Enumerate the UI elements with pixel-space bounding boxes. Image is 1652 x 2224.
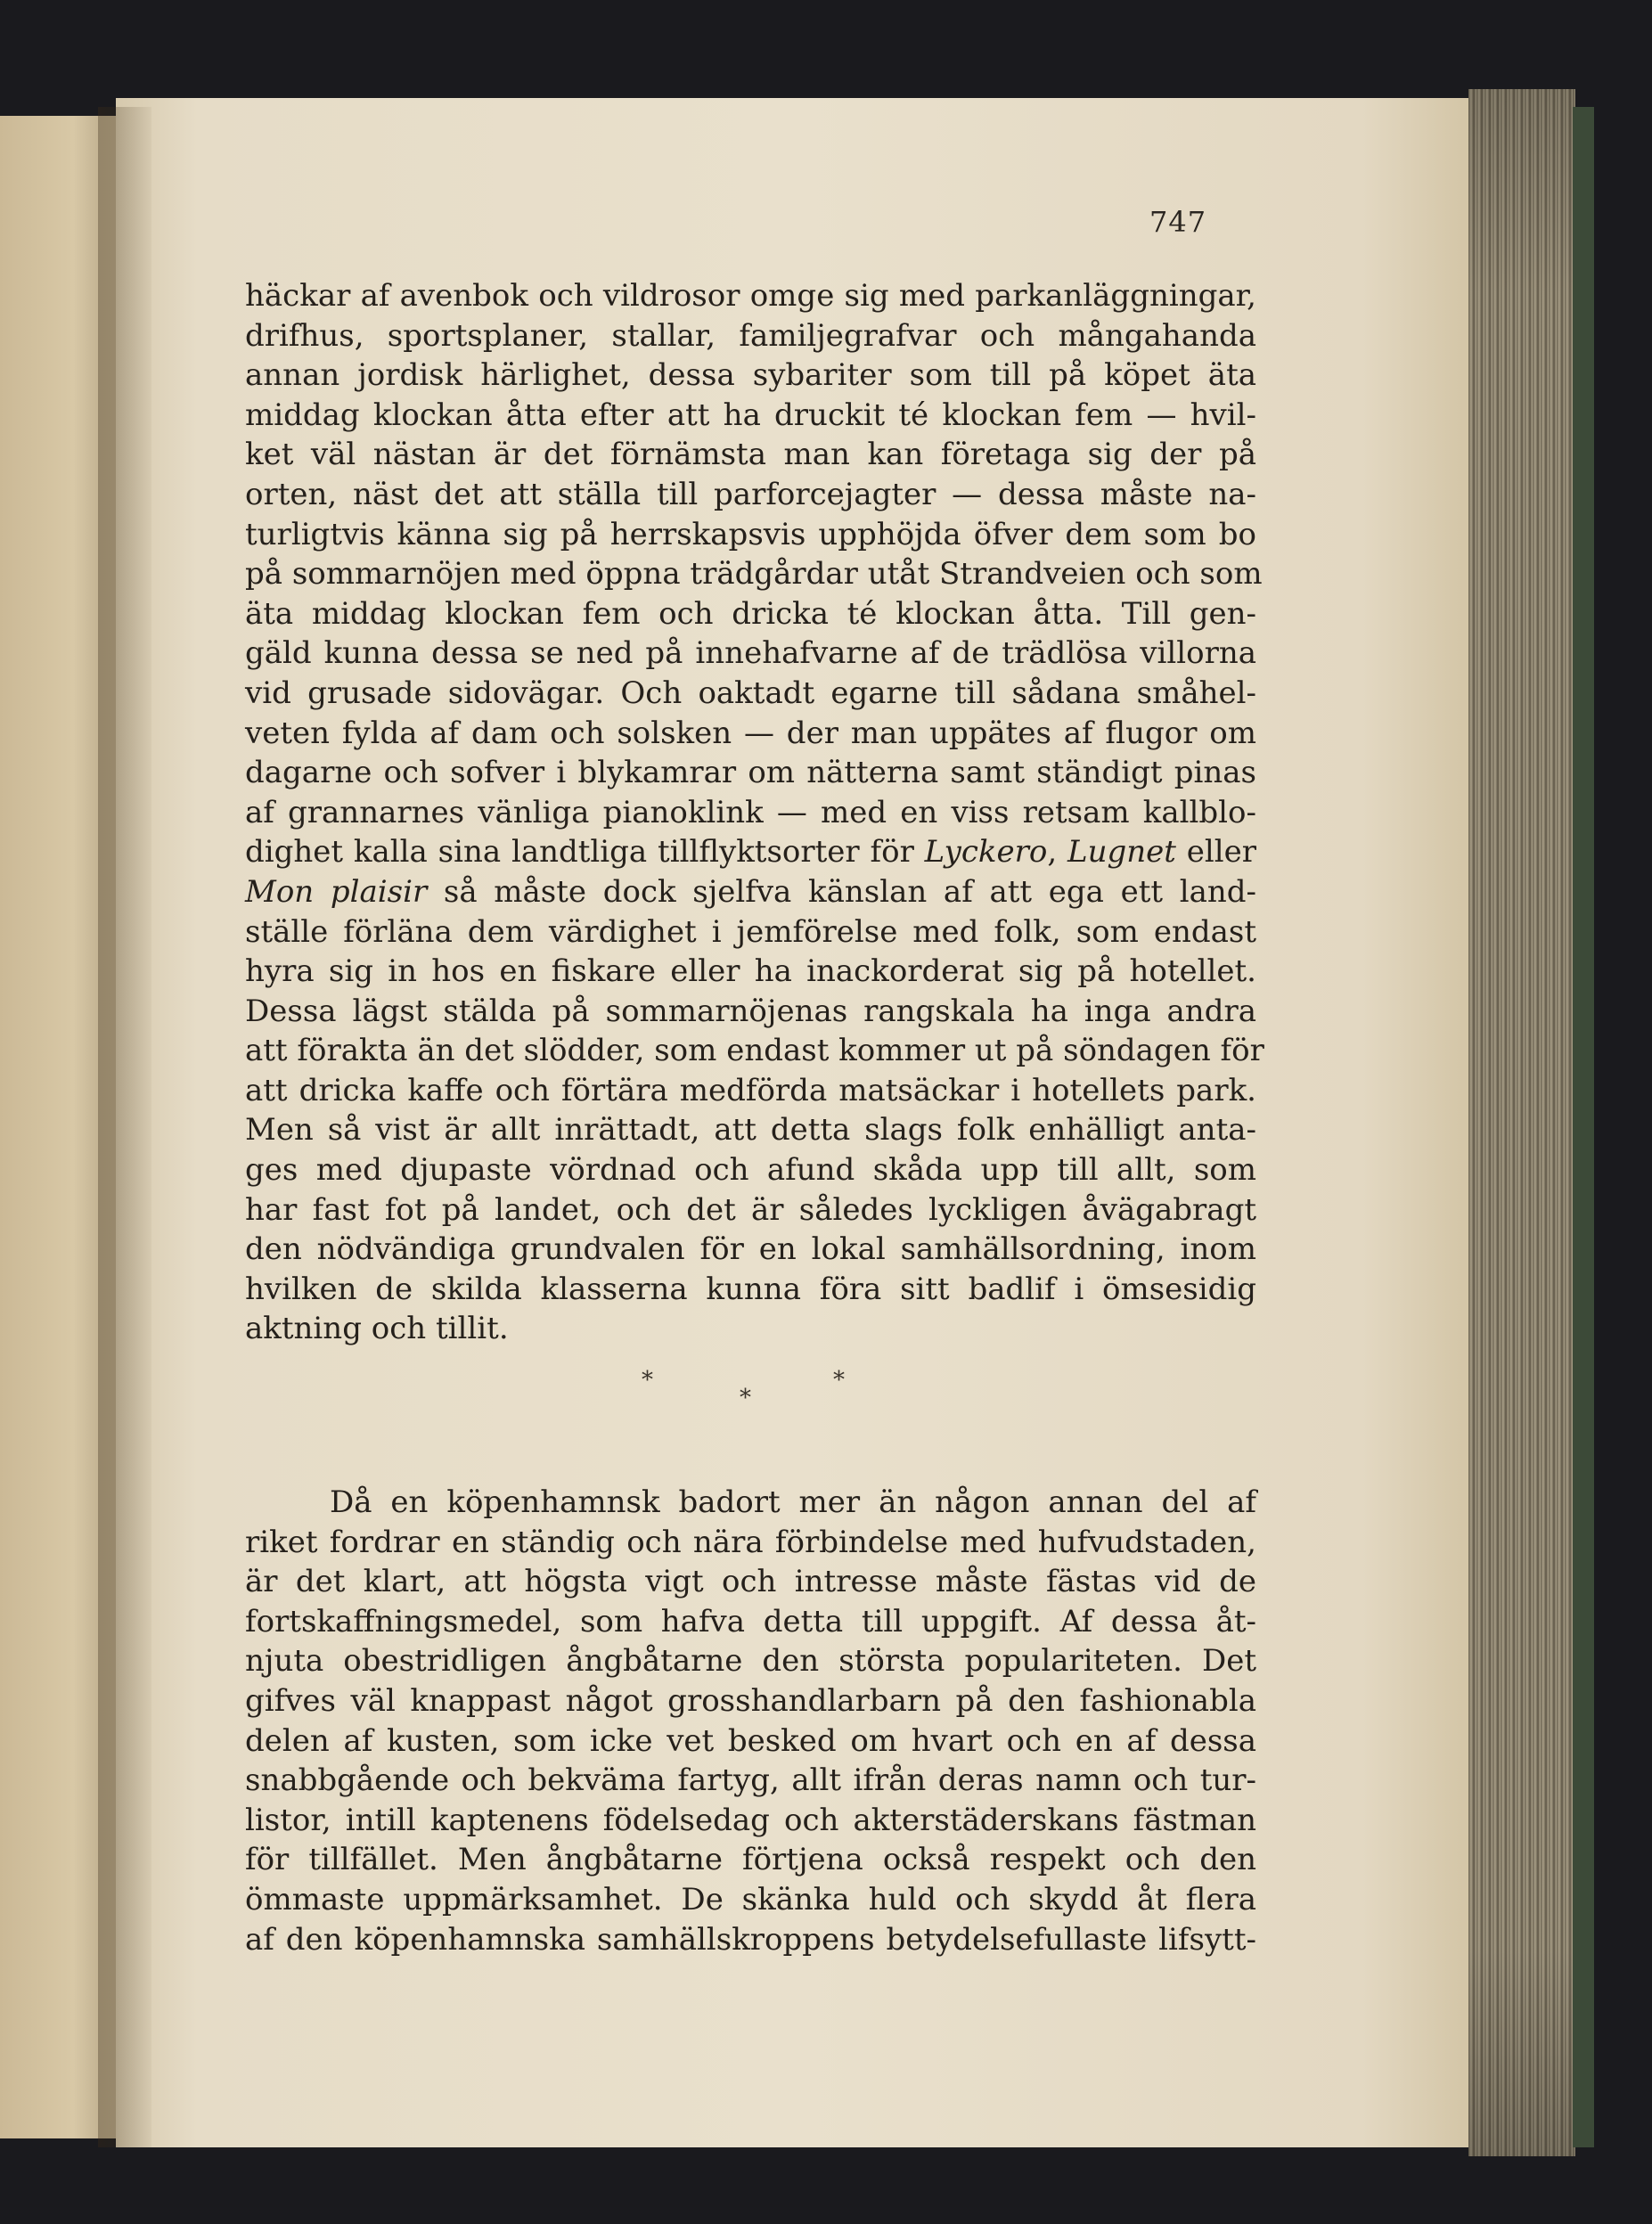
- text-line: ställe förläna dem värdighet i jemförelse med folk, som endast: [245, 913, 1256, 950]
- text-line: snabbgående och bekväma fartyg, allt ifrån deras namn och tur-: [245, 1762, 1256, 1799]
- text-line: för tillfället. Men ångbåtarne förtjena också respekt och den: [245, 1842, 1256, 1878]
- text-line: veten fylda af dam och solsken — der man uppätes af flugor om: [245, 715, 1256, 751]
- text-line: af den köpenhamnska samhällskroppens betydelsefullaste lifsytt-: [245, 1921, 1256, 1958]
- text-segment: dighet kalla sina landtliga tillflyktsorter för: [245, 834, 925, 871]
- book-cover-edge: [1573, 107, 1594, 2147]
- text-line: är det klart, att högsta vigt och intresse måste fästas vid de: [245, 1564, 1256, 1600]
- text-line: annan jordisk härlighet, dessa sybariter som till på köpet äta: [245, 357, 1256, 394]
- text-line: Dessa lägst stälda på sommarnöjenas rangskala ha inga andra: [245, 993, 1256, 1029]
- place-name-italic: Lyckero: [924, 834, 1048, 871]
- text-line: fortskaffningsmedel, som hafva detta till uppgift. Af dessa åt-: [245, 1603, 1256, 1639]
- text-line: middag klockan åtta efter att ha druckit té klockan fem — hvil-: [245, 397, 1256, 433]
- text-line: hvilken de skilda klasserna kunna föra sitt badlif i ömsesidig: [245, 1271, 1256, 1307]
- text-line: Men så vist är allt inrättadt, att detta slags folk enhälligt anta-: [245, 1112, 1256, 1149]
- section-separator: [245, 1349, 1256, 1483]
- page-gutter: [98, 107, 151, 2147]
- text-line: äta middag klockan fem och dricka té klockan åtta. Till gen-: [245, 595, 1256, 632]
- text-line: att förakta än det slödder, som endast kommer ut på söndagen för: [245, 1033, 1264, 1069]
- page-edges-shade: [1468, 89, 1575, 2156]
- paragraph-1: [245, 276, 1264, 1349]
- place-name-italic: Mon plaisir: [245, 873, 428, 910]
- text-block: [245, 276, 1264, 1959]
- text-line: gifves väl knappast något grosshandlarbarn på den fashionabla: [245, 1683, 1256, 1719]
- text-line-italic-place: [245, 872, 1256, 912]
- text-line: att dricka kaffe och förtära medförda matsäckar i hotellets park.: [245, 1072, 1256, 1108]
- text-line: har fast fot på landet, och det är således lyckligen åvägabragt: [245, 1191, 1256, 1228]
- text-segment: ,: [1047, 834, 1067, 871]
- text-line: aktning och tillit.: [245, 1311, 509, 1347]
- text-line: på sommarnöjen med öppna trädgårdar utåt Strandveien och som: [245, 556, 1263, 593]
- text-line: hyra sig in hos en fiskare eller ha inackorderat sig på hotellet.: [245, 953, 1256, 990]
- text-segment: så måste dock sjelfva känslan af att ega ett land-: [427, 873, 1256, 910]
- text-line: ges med djupaste vördnad och afund skåda upp till allt, som: [245, 1152, 1256, 1189]
- page-number: 747: [1149, 205, 1207, 239]
- text-line: riket fordrar en ständig och nära förbindelse med hufvudstaden,: [245, 1524, 1256, 1560]
- text-line: af grannarnes vänliga pianoklink — med en viss retsam kallblo-: [245, 794, 1256, 830]
- text-line: ömmaste uppmärksamhet. De skänka huld och skydd åt flera: [245, 1881, 1256, 1917]
- text-line: dagarne och sofver i blykamrar om nätterna samt ständigt pinas: [245, 755, 1256, 791]
- text-line: vid grusade sidovägar. Och oaktadt egarne till sådana småhel-: [245, 675, 1256, 711]
- text-line: gäld kunna dessa se ned på innehafvarne af de trädlösa villorna: [245, 635, 1256, 672]
- text-line: delen af kusten, som icke vet besked om hvart och en af dessa: [245, 1722, 1256, 1759]
- text-line: turligtvis känna sig på herrskapsvis upphöjda öfver dem som bo: [245, 516, 1256, 552]
- text-line: njuta obestridligen ångbåtarne den största populariteten. Det: [245, 1643, 1256, 1680]
- text-line: häckar af avenbok och vildrosor omge sig med parkanläggningar,: [245, 278, 1256, 314]
- text-line: orten, näst det att ställa till parforcejagter — dessa måste na-: [245, 476, 1256, 512]
- paragraph-2: [245, 1483, 1256, 1959]
- asterisk: *: [833, 1367, 845, 1394]
- text-line-italic-places: [245, 832, 1256, 872]
- text-line: den nödvändiga grundvalen för en lokal samhällsordning, inom: [245, 1231, 1256, 1268]
- text-line: listor, intill kaptenens födelsedag och akterstäderskans fästman: [245, 1802, 1256, 1838]
- place-name-italic: Lugnet: [1067, 834, 1176, 871]
- asterisk: *: [642, 1367, 653, 1394]
- text-line: drifhus, sportsplaner, stallar, familjegrafvar och mångahanda: [245, 317, 1256, 354]
- text-segment: eller: [1175, 834, 1256, 871]
- text-line: Då en köpenhamnsk badort mer än någon annan del af: [330, 1484, 1256, 1521]
- text-line: ket väl nästan är det förnämsta man kan företaga sig der på: [245, 437, 1256, 473]
- asterisk: *: [740, 1385, 751, 1412]
